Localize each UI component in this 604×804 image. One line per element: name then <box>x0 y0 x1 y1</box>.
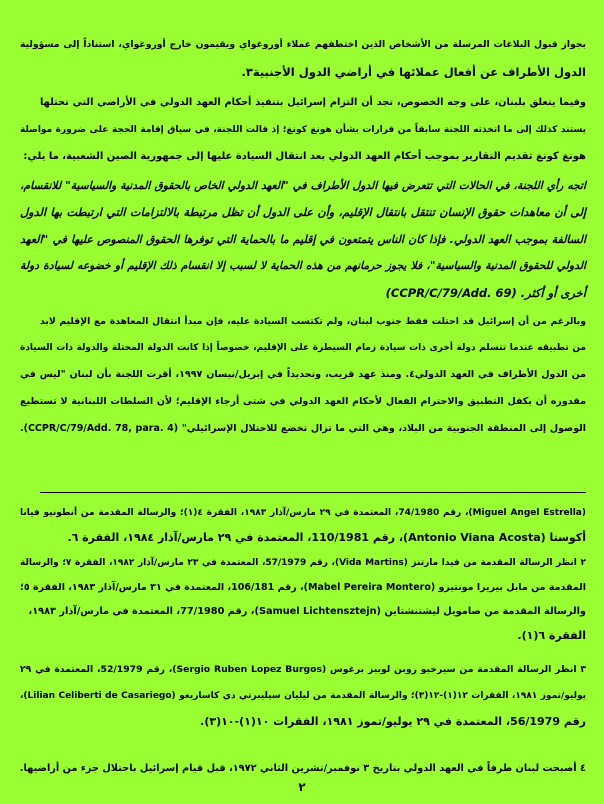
body-line: يستند كذلك إلى ما اتخذته اللجنة سابقاً من قرارات بشأن هونغ كونغ؛ إذ قالت اللجنة، في سياق إقامة الحجة على ضرورة مواصلة <box>20 125 586 135</box>
footnote-line: ٢ انظر الرسالة المقدمة من فيدا مارتنز (Vida Martins)، رقم 57/1979، المعتمدة في ٢٣ مارس/آذار ١٩٨٢، الفقرة ٧؛ والرسالة <box>20 558 586 568</box>
quote-line: إلى أن معاهدات حقوق الإنسان تنتقل بانتقال الإقليم، وأن على الدول أن تظل مرتبطة بالالتزامات التي ارتبطت بها الدول <box>20 206 586 219</box>
body-line: الدول الأطراف عن أفعال عملائها في أراضي الدول الأجنبية٣. <box>241 65 586 79</box>
quote-line: اتجه رأي اللجنة، في الحالات التي تتعرض فيها الدول الأطراف في "العهد الدولي الخاص بالحقوق المدنية والسياسية" للانقسام، <box>20 179 586 192</box>
footnote-line: المقدمة من مابل بيريرا مونتيرو (Mabel Pereira Montero)، رقم 106/181، المعتمدة في ٣١ مارس/آذار ١٩٨٣، الفقرة ٥؛ <box>20 582 587 593</box>
footnote-line: ٤ أصبحت لبنان طرفاً في العهد الدولي بتاريخ ٣ نوفمبر/تشرين الثاني ١٩٧٢، قبل قيام إسرائيل باحتلال جزء من أراضيها. <box>19 763 586 774</box>
body-line: هونغ كونغ تقديم التقارير بموجب أحكام العهد الدولي بعد انتقال السيادة عليها إلى جمهورية الصين الشعبية، ما يلي: <box>23 151 586 162</box>
page-number: ٢ <box>298 780 306 794</box>
body-line: مقدوره أن يكفل التطبيق والاحترام الفعال لأحكام العهد الدولي في شتى أرجاء الإقليم؛ لأن السلطات اللبنانية لا تستطيع <box>20 396 586 407</box>
footnote-line: أكوستا (Antonio Viana Acosta)، رقم 110/1981، المعتمدة في ٢٩ مارس/آذار ١٩٨٤، الفقرة ٦. <box>67 531 586 544</box>
body-line: بجواز قبول البلاغات المرسلة من الأشخاص الذين اختطفهم عملاء أوروغواي ويقيمون خارج أوروغواي، استناداً إلى مسؤولية <box>20 39 586 50</box>
quote-line: السالفة بموجب العهد الدولي. فإذا كان الناس يتمتعون في إقليم ما بالحماية التي توفرها الحقوق المنصوص عليها في "العهد <box>20 233 586 246</box>
footnote-line: ٣ انظر الرسالة المقدمة من سيرخيو روبن لوبيز برغوس (Sergio Ruben Lopez Burgos)، رقم 52/1979، المعتمدة في ٢٩ <box>20 664 587 675</box>
body-line: من الدول الأطراف في العهد الدولي٤. ومنذ عهد قريب، وتحديداً في إبريل/نيسان ١٩٩٧، أقرت اللجنة بأن لبنان "ليس في <box>20 369 586 380</box>
quote-line: أخرى أو أكثر. (CCPR/C/79/Add. 69) <box>385 286 586 300</box>
body-line: وبالرغم من أن إسرائيل قد احتلت فقط جنوب لبنان، ولم تكتسب السيادة عليه، فإن مبدأ انتقال المعاهدة مع الإقليم لابد <box>40 316 586 327</box>
quote-line: الدولي للحقوق المدنية والسياسية"، فلا يجوز حرمانهم من هذه الحماية لا لسبب إلا انقسام ذلك الإقليم أو خضوعه لسيادة دولة <box>20 259 586 272</box>
footnote-line: والرسالة المقدمة من صامويل ليشتنشتاين (Samuel Lichtensztejn)، رقم 77/1980، المعتمدة في مارس/آذار ١٩٨٣، <box>28 606 586 617</box>
footnote-line: (Miguel Angel Estrella)، رقم 74/1980، المعتمدة في ٢٩ مارس/آذار ١٩٨٣، الفقرة ٤(١)؛ والرسالة المقدمة من أنطونيو فيانا <box>20 508 586 518</box>
body-line: وفيما يتعلق بلبنان، على وجه الخصوص، تجد أن التزام إسرائيل بتنفيذ أحكام العهد الدولي في الأراضي التي تحتلها <box>40 97 586 108</box>
footnote-separator <box>40 492 586 493</box>
body-line: من تطبيقه عندما تتسلم دولة أخرى ذات سيادة زمام السيطرة على الإقليم، خصوصاً إذا كانت الدولة المحتلة والدولة ذات السيادة <box>20 343 586 353</box>
footnote-line: رقم 56/1979، المعتمدة في ٢٩ يوليو/تموز ١٩٨١، الفقرات ١٠(١)-١٠(٣). <box>200 715 586 728</box>
footnote-line: يوليو/تموز ١٩٨١، الفقرات ١٢(١)-١٢(٣)؛ والرسالة المقدمة من ليليان سيليبرتي دي كاساريغو (Lilian Celiberti de Casariego)، <box>20 691 586 701</box>
body-line: الوصول إلى المنطقة الجنوبية من البلاد، وهي التي ما تزال تخضع للاحتلال الإسرائيلي" (CCPR/C/79/Add. 78, para. 4). <box>20 423 586 434</box>
footnote-line: الفقرة ٦(١). <box>517 629 586 642</box>
